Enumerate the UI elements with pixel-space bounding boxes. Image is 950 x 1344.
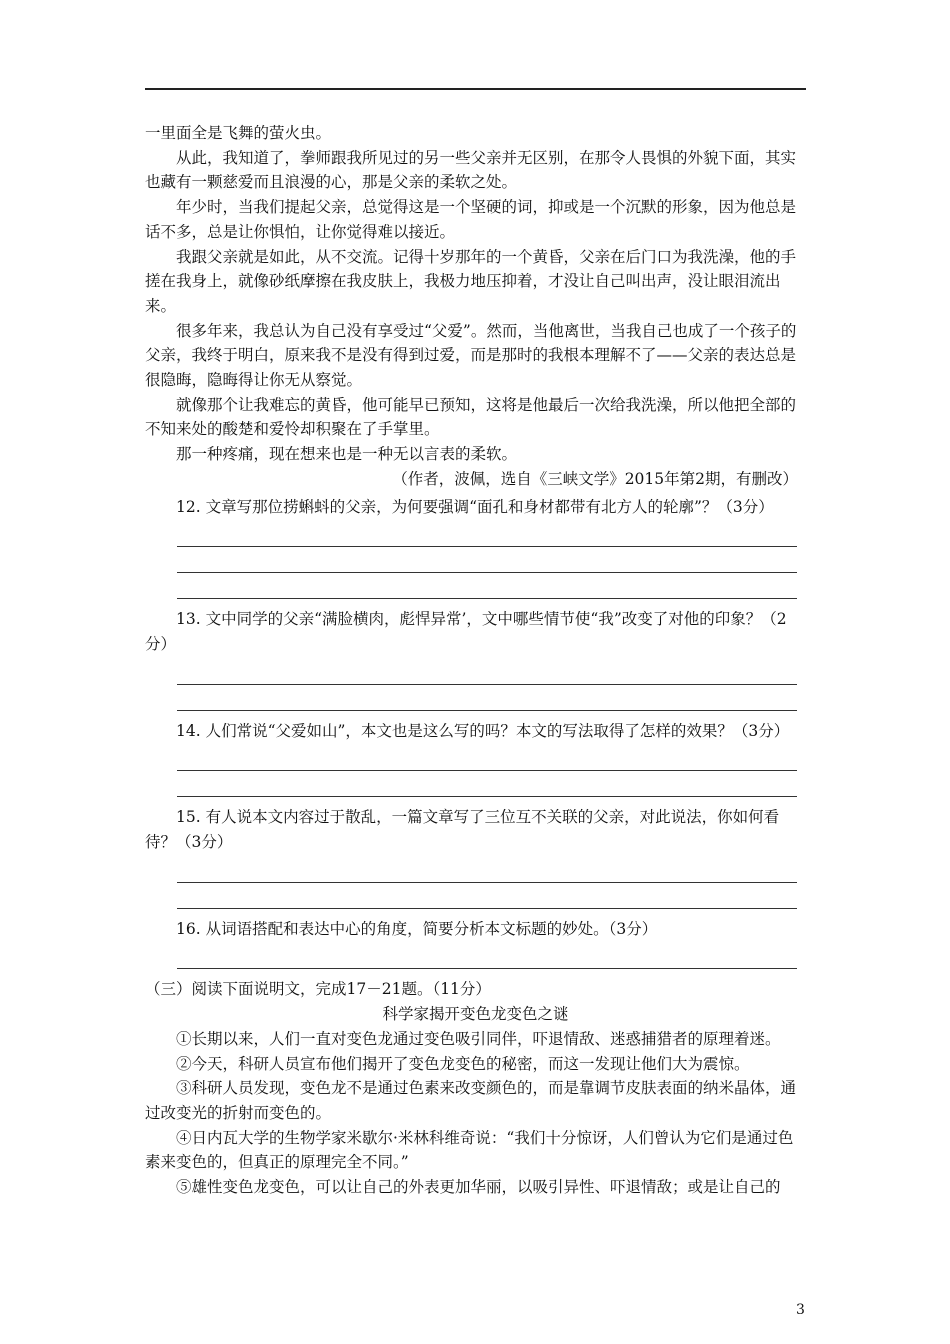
answer-line[interactable] — [177, 943, 797, 969]
answer-line[interactable] — [177, 547, 797, 573]
passage-paragraph: 那一种疼痛，现在想来也是一种无以言表的柔软。 — [176, 445, 518, 464]
answer-area-16[interactable] — [177, 943, 806, 969]
answer-line[interactable] — [177, 521, 797, 547]
question-14: 14. 人们常说“父爱如山”，本文也是这么写的吗？本文的写法取得了怎样的效果？（3分） — [176, 721, 790, 740]
page-number: 3 — [796, 1302, 805, 1318]
question-15: 15. 有人说本文内容过于散乱，一篇文章写了三位互不关联的父亲，对此说法，你如何看待？（3分） — [145, 808, 780, 852]
question-12: 12. 文章写那位捞蝌蚪的父亲，为何要强调“面孔和身材都带有北方人的轮廓”？（3分） — [176, 497, 774, 516]
passage-paragraph: 从此，我知道了，拳师跟我所见过的另一些父亲并无区别，在那令人畏惧的外貌下面，其实也藏有一颗慈爱而且浪漫的心，那是父亲的柔软之处。 — [145, 148, 797, 192]
header-rule — [145, 88, 806, 90]
passage-line: 一里面全是飞舞的萤火虫。 — [145, 124, 332, 142]
section-heading: （三）阅读下面说明文，完成17－21题。（11分） — [145, 980, 491, 999]
article-paragraph: ②今天，科研人员宣布他们揭开了变色龙变色的秘密，而这一发现让他们大为震惊。 — [176, 1054, 750, 1073]
answer-line[interactable] — [177, 771, 797, 797]
article-paragraph: ⑤雄性变色龙变色，可以让自己的外表更加华丽，以吸引异性、吓退情敌；或是让自己的 — [176, 1178, 781, 1197]
answer-line[interactable] — [177, 573, 797, 599]
answer-line[interactable] — [177, 659, 797, 685]
answer-area-14[interactable] — [177, 745, 806, 797]
page-content — [145, 121, 806, 1200]
question-13: 13. 文中同学的父亲“满脸横肉，彪悍异常’，文中哪些情节使“我”改变了对他的印象？（2分） — [145, 610, 787, 653]
passage-paragraph: 就像那个让我难忘的黄昏，他可能早已预知，这将是他最后一次给我洗澡，所以他把全部的不知来处的酸楚和爱怜却积聚在了手掌里。 — [145, 395, 797, 439]
answer-line[interactable] — [177, 857, 797, 883]
article-paragraph: ④日内瓦大学的生物学家米歇尔·米林科维奇说：“我们十分惊讶，人们曾认为它们是通过色素来变色的，但真正的原理完全不同。” — [145, 1128, 794, 1172]
passage-paragraph: 很多年来，我总认为自己没有享受过“父爱”。然而，当他离世，当我自己也成了一个孩子的父亲，我终于明白，原来我不是没有得到过爱，而是那时的我根本理解不了——父亲的表达总是很隐晦，隐晦得让你无从察觉。 — [145, 321, 797, 390]
source-citation: （作者，波佩，选自《三峡文学》2015年第2期，有删改） — [392, 469, 798, 488]
answer-area-15[interactable] — [177, 857, 806, 909]
passage-paragraph: 年少时，当我们提起父亲，总觉得这是一个坚硬的词，抑或是一个沉默的形象，因为他总是话不多，总是让你惧怕，让你觉得难以接近。 — [145, 198, 797, 241]
article-paragraph: ③科研人员发现，变色龙不是通过色素来改变颜色的，而是靠调节皮肤表面的纳米晶体，通过改变光的折射而变色的。 — [145, 1079, 797, 1122]
passage-paragraph: 我跟父亲就是如此，从不交流。记得十岁那年的一个黄昏，父亲在后门口为我洗澡，他的手搓在我身上，就像砂纸摩擦在我皮肤上，我极力地压抑着，才没让自己叫出声，没让眼泪流出来。 — [145, 247, 797, 315]
answer-area-12[interactable] — [177, 521, 806, 599]
answer-line[interactable] — [177, 745, 797, 771]
article-title: 科学家揭开变色龙变色之谜 — [382, 1005, 569, 1024]
answer-line[interactable] — [177, 685, 797, 711]
answer-line[interactable] — [177, 883, 797, 909]
answer-area-13[interactable] — [177, 659, 806, 711]
question-16: 16. 从词语搭配和表达中心的角度，简要分析本文标题的妙处。（3分） — [176, 919, 658, 938]
article-paragraph: ①长期以来，人们一直对变色龙通过变色吸引同伴，吓退情敌、迷惑捕猎者的原理着迷。 — [176, 1029, 781, 1048]
